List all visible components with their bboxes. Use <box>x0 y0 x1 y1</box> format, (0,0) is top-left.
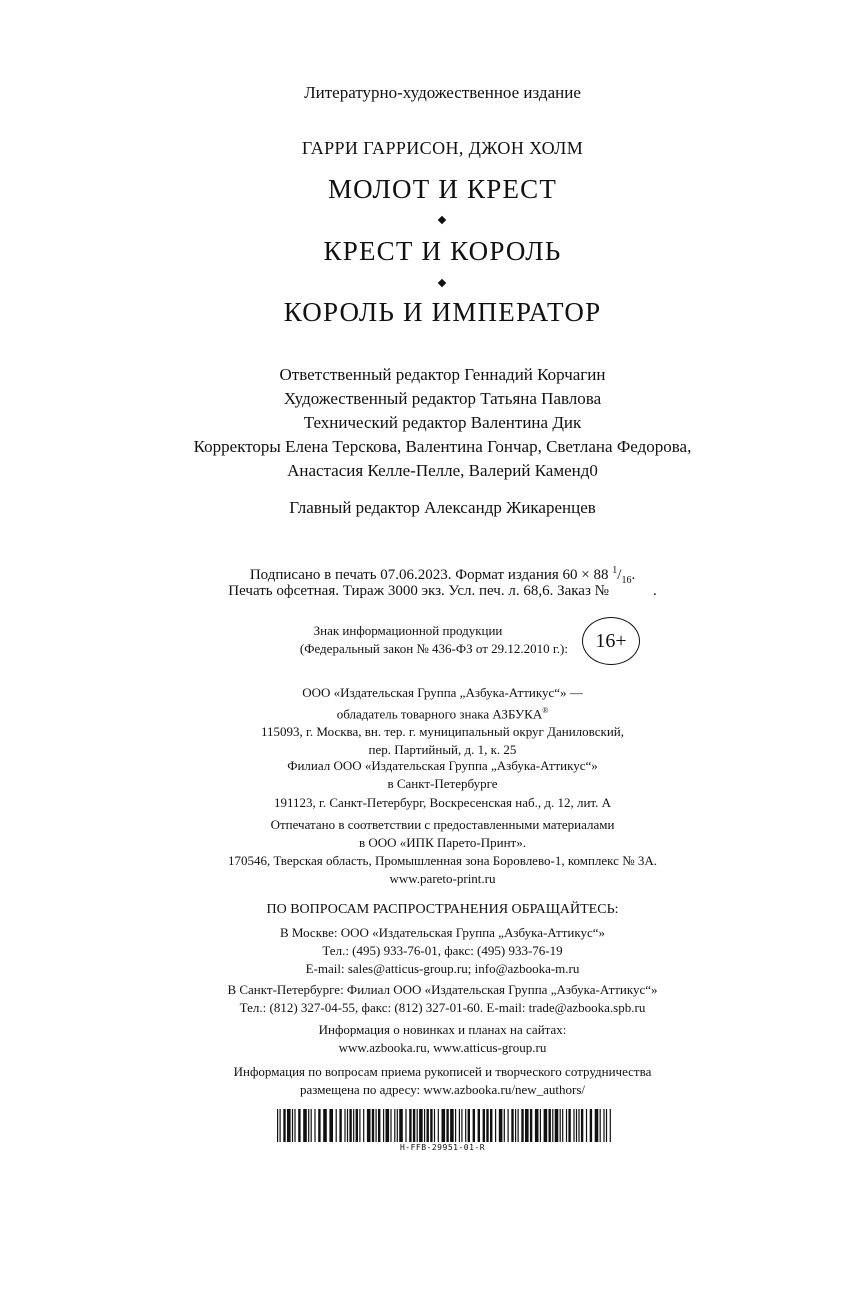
credit-line: Корректоры Елена Терскова, Валентина Гончар, Светлана Федорова, <box>193 437 692 456</box>
print-info-period: . <box>631 567 636 583</box>
diamond-separator-icon <box>438 279 446 287</box>
barcode-code: H-FFB-29951-01-R <box>399 1143 486 1152</box>
authors: ГАРРИ ГАРРИСОН, ДЖОН ХОЛМ <box>301 138 584 158</box>
editorial-credits <box>0 363 857 483</box>
book-title-1: МОЛОТ И КРЕСТ <box>327 174 558 204</box>
print-info-period: . <box>652 583 657 599</box>
format-fraction-den: 16 <box>621 575 632 586</box>
credit-line: Анастасия Келле-Пелле, Валерий Каменд0 <box>287 461 598 480</box>
sign-label-line-2: (Федеральный закон № 436-ФЗ от 29.12.2010 г.): <box>299 641 568 656</box>
printing-block <box>0 816 857 888</box>
spb-line: Тел.: (812) 327-04-55, факс: (812) 327-01-60. E-mail: trade@azbooka.spb.ru <box>239 1000 646 1015</box>
distribution-spb <box>0 981 857 1017</box>
printing-line: 170546, Тверская область, Промышленная зона Боровлево-1, комплекс № 3А. <box>228 853 657 868</box>
publisher-block <box>0 684 857 759</box>
credit-line: Технический редактор Валентина Дик <box>303 413 582 432</box>
print-date-format: Подписано в печать 07.06.2023. Формат издания 60 × 88 <box>249 567 613 583</box>
credit-line: Ответственный редактор Геннадий Корчагин <box>279 365 606 384</box>
news-line: Информация о новинках и планах на сайтах: <box>318 1022 567 1037</box>
print-info-line-2 <box>0 581 857 602</box>
news-line: www.azbooka.ru, www.atticus-group.ru <box>338 1040 547 1055</box>
edition-type: Литературно-художественное издание <box>304 83 581 102</box>
spb-line: В Санкт-Петербурге: Филиал ООО «Издательская Группа „Азбука-Аттикус“» <box>227 982 658 997</box>
branch-line: в Санкт-Петербурге <box>387 776 498 791</box>
publisher-line: ООО «Издательская Группа „Азбука-Аттикус“» — <box>302 685 583 700</box>
publisher-line <box>0 702 857 723</box>
credit-line: Художественный редактор Татьяна Павлова <box>283 389 602 408</box>
manuscripts-info <box>0 1063 857 1099</box>
print-run-info: Печать офсетная. Тираж 3000 экз. Усл. печ. л. 68,6. Заказ № <box>228 583 609 599</box>
branch-line: Филиал ООО «Издательская Группа „Азбука-Аттикус“» <box>287 758 598 773</box>
format-fraction-num: 1 <box>612 565 618 576</box>
moscow-line: E-mail: sales@atticus-group.ru; info@azbooka-m.ru <box>305 961 580 976</box>
chief-editor: Главный редактор Александр Жикаренцев <box>289 498 596 517</box>
distribution-moscow <box>0 924 857 978</box>
printing-line: www.pareto-print.ru <box>389 871 496 886</box>
branch-block <box>0 757 857 793</box>
trademark-text: обладатель товарного знака АЗБУКА <box>336 706 543 722</box>
distribution-heading: ПО ВОПРОСАМ РАСПРОСТРАНЕНИЯ ОБРАЩАЙТЕСЬ: <box>266 902 619 917</box>
sign-label-line-1: Знак информационной продукции <box>313 623 503 638</box>
age-rating-badge: 16+ <box>582 617 640 665</box>
moscow-line: Тел.: (495) 933-76-01, факс: (495) 933-76-19 <box>322 943 563 958</box>
moscow-line: В Москве: ООО «Издательская Группа „Азбука-Аттикус“» <box>279 925 606 940</box>
book-title-3: КОРОЛЬ И ИМПЕРАТОР <box>283 297 602 327</box>
barcode-icon <box>277 1109 613 1142</box>
registered-mark: ® <box>542 706 549 715</box>
diamond-separator-icon <box>438 216 446 224</box>
publisher-line: 115093, г. Москва, вн. тер. г. муниципальный округ Даниловский, <box>261 724 624 740</box>
printing-line: в ООО «ИПК Парето-Принт». <box>358 835 526 850</box>
manuscripts-line: размещена по адресу: www.azbooka.ru/new_authors/ <box>299 1082 586 1097</box>
printing-line: Отпечатано в соответствии с предоставленными материалами <box>270 817 615 832</box>
manuscripts-line: Информация по вопросам приема рукописей и творческого сотрудничества <box>233 1064 652 1079</box>
branch-address: 191123, г. Санкт-Петербург, Воскресенская наб., д. 12, лит. А <box>274 795 611 810</box>
book-title-2: КРЕСТ И КОРОЛЬ <box>323 236 562 266</box>
news-info <box>0 1021 857 1057</box>
info-product-sign-label <box>248 622 568 658</box>
publisher-line: пер. Партийный, д. 1, к. 25 <box>368 742 517 758</box>
format-fraction-sep: / <box>617 567 622 583</box>
